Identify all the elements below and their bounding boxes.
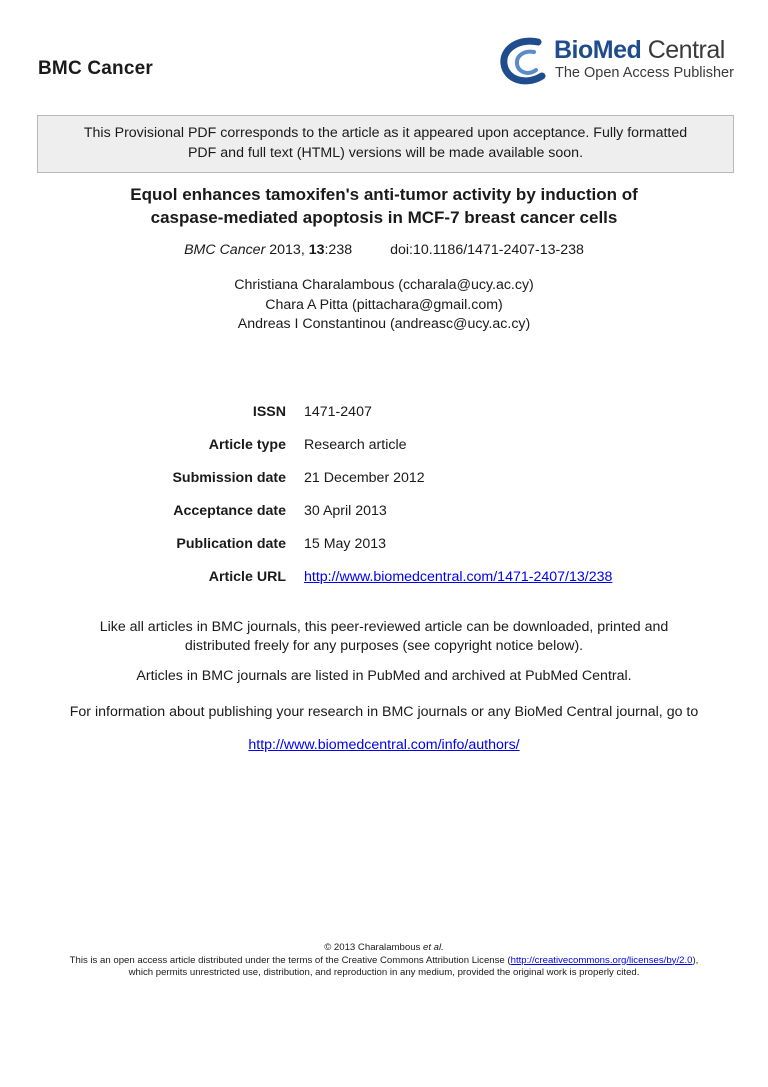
logo-wordmark: BioMed Central bbox=[554, 36, 725, 64]
meta-row-submission-date bbox=[0, 470, 768, 490]
license-line-2: which permits unrestricted use, distribution, and reproduction in any medium, provided the original work is properly cited. bbox=[128, 967, 640, 978]
article-url-link[interactable]: http://www.biomedcentral.com/1471-2407/13/238 bbox=[304, 569, 613, 585]
cite-page: :238 bbox=[324, 242, 353, 258]
title-line-1: Equol enhances tamoxifen's anti-tumor activity by induction of bbox=[130, 185, 638, 204]
journal-name: BMC Cancer bbox=[38, 58, 153, 79]
meta-value: 15 May 2013 bbox=[304, 536, 387, 552]
notice-line: distributed freely for any purposes (see copyright notice below). bbox=[184, 638, 584, 654]
notice-line: Like all articles in BMC journals, this peer-reviewed article can be downloaded, printed and bbox=[99, 619, 669, 635]
meta-value: Research article bbox=[304, 437, 407, 453]
meta-value: 30 April 2013 bbox=[304, 503, 387, 519]
license-line: This is an open access article distributed under the terms of the Creative Commons Attribution License (http://creativecommons.org/licenses/by/2.0), bbox=[69, 954, 699, 966]
meta-label: Acceptance date bbox=[173, 503, 286, 519]
meta-value: 1471-2407 bbox=[304, 404, 372, 420]
authors-info-link[interactable]: http://www.biomedcentral.com/info/authors/ bbox=[248, 737, 520, 753]
meta-label: Article type bbox=[208, 437, 286, 453]
provisional-pdf-notice bbox=[37, 115, 734, 173]
author-list bbox=[0, 276, 768, 335]
author: Chara A Pitta (pittachara@gmail.com) bbox=[265, 296, 503, 313]
citation bbox=[0, 242, 768, 258]
meta-row-acceptance-date bbox=[0, 503, 768, 523]
meta-label: Submission date bbox=[172, 470, 286, 486]
notice-line-2: PDF and full text (HTML) versions will be made available soon. bbox=[187, 145, 584, 161]
notice-pubmed: Articles in BMC journals are listed in PubMed and archived at PubMed Central. bbox=[136, 668, 632, 684]
meta-label: ISSN bbox=[252, 404, 286, 420]
meta-value: 21 December 2012 bbox=[304, 470, 425, 486]
copyright-line: © 2013 Charalambous et al. bbox=[324, 942, 444, 953]
title-line-2: caspase-mediated apoptosis in MCF-7 breast cancer cells bbox=[150, 208, 618, 227]
meta-row-issn bbox=[0, 404, 768, 424]
cite-volume: 13 bbox=[308, 242, 325, 258]
logo-swirl-icon bbox=[498, 36, 552, 88]
author: Christiana Charalambous (ccharala@ucy.ac.cy) bbox=[234, 277, 534, 293]
biomed-central-logo[interactable] bbox=[498, 36, 738, 88]
notice-free-distribution bbox=[0, 618, 768, 656]
meta-label: Article URL bbox=[208, 569, 286, 585]
cite-journal: BMC Cancer bbox=[184, 242, 266, 258]
author: Andreas I Constantinou (andreasc@ucy.ac.cy) bbox=[237, 316, 531, 332]
notice-line-1: This Provisional PDF corresponds to the article as it appeared upon acceptance. Fully formatted bbox=[83, 125, 688, 141]
copyright-footer bbox=[0, 942, 768, 980]
meta-row-publication-date bbox=[0, 536, 768, 556]
meta-row-article-url bbox=[0, 569, 768, 589]
license-link[interactable]: http://creativecommons.org/licenses/by/2.0 bbox=[510, 954, 693, 966]
doi: doi:10.1186/1471-2407-13-238 bbox=[390, 242, 584, 258]
notice-publishing-info: For information about publishing your research in BMC journals or any BioMed Central journal, go to bbox=[69, 704, 699, 720]
meta-row-article-type bbox=[0, 437, 768, 457]
article-title bbox=[0, 183, 768, 229]
cite-year: 2013, bbox=[265, 242, 309, 258]
logo-tagline: The Open Access Publisher bbox=[555, 65, 734, 81]
authors-info-link-wrap bbox=[0, 736, 768, 755]
meta-label: Publication date bbox=[176, 536, 286, 552]
